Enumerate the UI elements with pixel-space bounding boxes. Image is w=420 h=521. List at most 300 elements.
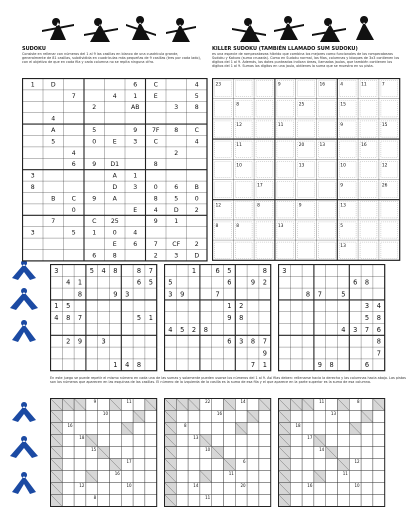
- sudoku-b-cell-value: 2: [239, 302, 244, 311]
- hex-sudoku-cell-value: 1: [133, 172, 138, 180]
- sudoku-b-cell-value: 2: [262, 278, 267, 287]
- kakuro-b-clue: 8: [184, 423, 187, 428]
- hex-sudoku-cell-value: 2: [194, 206, 199, 214]
- kakuro-a-cell: [98, 435, 110, 447]
- hex-sudoku-cell-value: 2: [174, 149, 179, 157]
- kakuro-c-cell: [302, 459, 314, 471]
- kakuro-b-cell: [176, 447, 188, 459]
- kakuro-b-cell: [235, 435, 247, 447]
- killer-sudoku-grid: [212, 78, 402, 262]
- kakuro-c-cell: [338, 411, 350, 423]
- sudoku-a-cell-value: 8: [77, 290, 83, 299]
- kakuro-a-cell: [133, 447, 145, 459]
- sudoku-a-cell-value: 9: [77, 337, 83, 346]
- kakuro-b-cell: [235, 411, 247, 423]
- hex-sudoku-cell-value: E: [133, 206, 138, 214]
- kakuro-a-cell: [145, 459, 157, 471]
- killer-cage-clue: 16: [319, 82, 326, 88]
- kakuro-b-cell: [176, 471, 188, 483]
- kakuro-a-cell: [110, 447, 122, 459]
- kakuro-a-cell: [121, 411, 133, 423]
- kakuro-b-cell: [212, 459, 224, 471]
- killer-sudoku-border: [213, 79, 400, 261]
- kakuro-b-cell: [224, 447, 236, 459]
- kakuro-b-cell: [247, 483, 259, 495]
- kakuro-a-cell: [98, 471, 110, 483]
- kakuro-a-cell: [62, 447, 74, 459]
- kakuro-c-clue: 14: [319, 447, 325, 452]
- killer-cage-clue: 15: [381, 122, 388, 128]
- hex-sudoku-cell-value: 0: [112, 229, 117, 237]
- hex-sudoku-cell-value: B: [51, 195, 56, 203]
- hex-sudoku-cell-value: 6: [133, 81, 138, 89]
- kakuro-a-clue: 9: [93, 399, 97, 404]
- kakuro-c-cell: [290, 471, 302, 483]
- sudoku-b-cell-value: 8: [262, 266, 267, 275]
- kakuro-b-cell: [259, 495, 271, 507]
- kakuro-b-cell: [188, 459, 200, 471]
- kakuro-c-cell: [338, 435, 350, 447]
- kakuro-c-cell: [326, 435, 338, 447]
- killer-cage-clue: 11: [361, 82, 367, 88]
- hex-sudoku-cell-value: D: [112, 184, 118, 192]
- kakuro-c-cell: [373, 483, 385, 495]
- kakuro-a-cell: [133, 459, 145, 471]
- kakuro-b-cell: [188, 423, 200, 435]
- kakuro-b-cell: [176, 435, 188, 447]
- kakuro-b-clue: 11: [205, 495, 211, 500]
- killer-cage-clue: 13: [319, 143, 326, 149]
- kakuro-b-cell: [200, 459, 212, 471]
- kakuro-b-cell: [212, 435, 224, 447]
- killer-cage-clue: 16: [361, 143, 367, 149]
- hex-sudoku-cell-value: C: [92, 218, 97, 226]
- killer-cage-clue: 13: [298, 163, 305, 169]
- blue-ninja-column-top: [4, 258, 44, 348]
- hex-sudoku-cell-value: 1: [174, 218, 179, 226]
- sudoku-b-cell-value: 5: [168, 278, 173, 287]
- kakuro-a-cell: [62, 435, 74, 447]
- kakuro-b-cell: [200, 423, 212, 435]
- killer-cage-clue: 10: [236, 163, 242, 169]
- kakuro-c-cell: [361, 495, 373, 507]
- hex-sudoku-cell-value: 0: [71, 206, 76, 214]
- kakuro-a-cell: [121, 495, 133, 507]
- hex-sudoku-cell-value: 4: [112, 92, 117, 100]
- killer-cage-clue: 25: [298, 102, 305, 108]
- hex-sudoku-cell-value: 2: [153, 252, 158, 260]
- hex-sudoku-cell-value: E: [112, 241, 117, 249]
- sudoku-a-cell-value: 1: [54, 302, 59, 311]
- kakuro-c-cell: [361, 447, 373, 459]
- hex-sudoku-cell-value: C: [153, 138, 158, 146]
- kakuro-a-cell: [121, 447, 133, 459]
- hex-sudoku-cell-value: 9: [153, 218, 158, 226]
- kakuro-a-cell: [145, 435, 157, 447]
- kakuro-b-cell: [200, 483, 212, 495]
- hex-sudoku-cell-value: C: [194, 127, 199, 135]
- hex-sudoku-cell-value: D: [194, 252, 200, 260]
- kakuro-b-cell: [259, 411, 271, 423]
- kakuro-a-cell: [86, 459, 98, 471]
- kakuro-c-cell: [326, 483, 338, 495]
- kakuro-b-cell: [247, 495, 259, 507]
- kakuro-c-cell: [361, 423, 373, 435]
- kakuro-a-cell: [145, 483, 157, 495]
- kakuro-a-cell: [74, 471, 86, 483]
- killer-cage-clue: 11: [277, 122, 284, 128]
- sudoku-b-cell-value: 9: [227, 313, 232, 322]
- sudoku-b-cell-value: 6: [227, 278, 232, 287]
- hex-sudoku-cell-value: 6: [92, 252, 97, 260]
- hex-sudoku-cell-value: 5: [51, 138, 56, 146]
- sudoku-a-cell-value: 7: [148, 266, 153, 275]
- kakuro-b-cell: [247, 459, 259, 471]
- sudoku-a-cell-value: 3: [125, 290, 130, 299]
- sudoku-a-cell-value: 4: [125, 361, 130, 370]
- kakuro-b-cell: [224, 483, 236, 495]
- kakuro-b-cell: [188, 411, 200, 423]
- kakuro-c-clue: 11: [319, 399, 325, 404]
- kakuro-c-cell: [373, 447, 385, 459]
- kakuro-a-cell: [98, 459, 110, 471]
- kakuro-c-cell: [361, 483, 373, 495]
- hex-sudoku-cell-value: A: [112, 172, 117, 180]
- sudoku-c-cell-value: 8: [376, 313, 381, 322]
- kakuro-a-cell: [98, 495, 110, 507]
- kakuro-c-cell: [373, 495, 385, 507]
- hex-sudoku-cell-value: 9: [92, 195, 97, 203]
- sudoku-b-cell-value: 7: [215, 290, 220, 299]
- killer-cage-clue: 13: [340, 203, 346, 209]
- hex-sudoku-cell-value: E: [153, 92, 158, 100]
- kakuro-a-clue: 10: [126, 483, 132, 488]
- kakuro-a-cell: [74, 459, 86, 471]
- kakuro-a-cell: [133, 435, 145, 447]
- kakuro-a-clue: 16: [67, 423, 73, 428]
- kakuro-b-cell: [188, 471, 200, 483]
- hex-sudoku-cell-value: 3: [30, 229, 35, 237]
- kakuro-a-cell: [86, 483, 98, 495]
- hex-sudoku-cell-value: 9: [133, 127, 138, 135]
- hex-sudoku-cell-value: D1: [110, 161, 120, 169]
- kakuro-a-cell: [145, 495, 157, 507]
- kakuro-b-cell: [188, 495, 200, 507]
- kakuro-c-cell: [326, 471, 338, 483]
- kakuro-a-cell: [74, 495, 86, 507]
- kakuro-c-cell: [349, 411, 361, 423]
- sudoku-c-cell-value: 8: [305, 290, 311, 299]
- kakuro-a-clue: 15: [91, 447, 97, 452]
- kakuro-c-cell: [373, 459, 385, 471]
- sudoku-a-cell-value: 1: [77, 278, 83, 287]
- hex-sudoku-cell-value: 7: [51, 218, 56, 226]
- hex-sudoku-cell-value: 2: [92, 104, 97, 112]
- kakuro-b-cell: [259, 483, 271, 495]
- kakuro-a-cell: [133, 483, 145, 495]
- sudoku-a-cell-value: 9: [113, 290, 118, 299]
- kakuro-b-cell: [247, 435, 259, 447]
- kakuro-a-clue: 16: [114, 471, 120, 476]
- kakuro-c-cell: [361, 435, 373, 447]
- kakuro-b-cell: [247, 447, 259, 459]
- kakuro-c-cell: [314, 483, 326, 495]
- hex-sudoku-cell-value: 1: [30, 81, 35, 89]
- kakuro-grid-a: [50, 398, 158, 508]
- kakuro-c-cell: [338, 483, 350, 495]
- killer-cage-clue: 10: [340, 163, 346, 169]
- kakuro-a-cell: [145, 447, 157, 459]
- kakuro-c-cell: [338, 447, 350, 459]
- hex-sudoku-cell-value: 7F: [152, 127, 160, 135]
- kakuro-c-cell: [361, 471, 373, 483]
- sudoku-b-cell-value: 5: [180, 325, 185, 334]
- hex-sudoku-cell-value: 3: [174, 104, 179, 112]
- killer-cage-clue: 8: [215, 223, 219, 229]
- kakuro-c-cell: [302, 447, 314, 459]
- hex-sudoku-cell-value: 7: [71, 92, 76, 100]
- sudoku-a-cell-value: 8: [136, 361, 142, 370]
- kakuro-c-clue: 10: [354, 483, 360, 488]
- kakuro-b-cell: [224, 495, 236, 507]
- kakuro-c-cell: [290, 447, 302, 459]
- hex-sudoku-cell-value: 8: [153, 195, 158, 203]
- sudoku-c-cell-value: 6: [376, 325, 381, 334]
- killer-title: KILLER SUDOKU (TAMBIÉN LLAMADO SUM SUDOKU): [212, 46, 358, 52]
- killer-cage-clue: 12: [236, 122, 242, 128]
- kakuro-a-cell: [74, 423, 86, 435]
- sudoku-c-cell-value: 4: [341, 325, 346, 334]
- sudoku-a-cell-value: 1: [113, 361, 118, 370]
- hex-sudoku-cell-value: 8: [112, 252, 117, 260]
- kakuro-b-cell: [200, 411, 212, 423]
- hex-sudoku-cell-value: 1: [133, 92, 138, 100]
- sudoku-a-cell-value: 5: [148, 278, 153, 287]
- killer-cage-clue: 17: [257, 183, 263, 189]
- sudoku-c-cell-value: 5: [364, 313, 370, 322]
- sudoku-c-cell-value: 3: [282, 266, 287, 275]
- sudoku-a-cell-value: 5: [136, 313, 142, 322]
- kakuro-a-cell: [121, 471, 133, 483]
- hex-sudoku-cell-value: AB: [131, 104, 140, 112]
- killer-cage-clue: 20: [298, 143, 305, 149]
- hex-sudoku-cell-value: 8: [194, 104, 199, 112]
- killer-cage-clue: 8: [236, 102, 240, 108]
- hex-sudoku-cell-value: 9: [92, 161, 97, 169]
- hex-sudoku-cell-value: 8: [153, 161, 158, 169]
- kakuro-a-cell: [133, 495, 145, 507]
- kakuro-b-cell: [188, 447, 200, 459]
- sudoku-a-cell-value: 7: [77, 313, 83, 322]
- kakuro-c-cell: [361, 459, 373, 471]
- killer-cage-clue: 9: [298, 203, 302, 209]
- killer-cage-clue: 11: [236, 143, 242, 149]
- kakuro-description: En este juego se puede repetir el mismo número en cada una de las sumas y solamente pueden usarse los números del 1 al 9. Así filas deben: rellenarse hacia la derecha y las columnas hacia abajo. Las pistas son los números que aparecen en las esquinas de las casillas. El número de la izquierda de la casilla es la suma de esa fila y el que aparece en la parte superior es la suma de esa columna.: [50, 376, 406, 385]
- kakuro-c-cell: [302, 423, 314, 435]
- kakuro-c-cell: [338, 423, 350, 435]
- killer-description: es una especie de rompecabezas híbrido que combina los mejores como funcionales de los rompecabezas Sudoku y Kakuro (suma cruzada). Como en Sudoku normal, las filas, columnas y bloques de 3x3 contienen los dígitos del 1 al 9. Además, los dotes punteados indican áreas, llamadas jaulas, que también contienen los dígitos del 1 al 9. Sumas los dígitos en una jaula, obtienes la suma que se muestra en su pista.: [212, 52, 400, 69]
- kakuro-grid-c: [278, 398, 386, 508]
- sudoku-b-cell-value: 5: [227, 266, 232, 275]
- kakuro-c-cell: [302, 411, 314, 423]
- kakuro-b-clue: 13: [193, 435, 199, 440]
- hex-sudoku-cell-value: 3: [133, 184, 138, 192]
- kakuro-b-clue: 22: [205, 399, 211, 404]
- kakuro-b-cell: [212, 423, 224, 435]
- sudoku-c-cell-value: 7: [376, 349, 381, 358]
- kakuro-a-clue: 11: [126, 399, 132, 404]
- kakuro-a-clue: 12: [79, 483, 85, 488]
- sudoku-a-cell-value: 3: [101, 337, 106, 346]
- kakuro-c-cell: [373, 471, 385, 483]
- kakuro-c-cell: [361, 399, 373, 411]
- kakuro-a-cell: [62, 483, 74, 495]
- sudoku-c-cell-value: 6: [353, 278, 358, 287]
- kakuro-c-clue: 8: [357, 399, 360, 404]
- hex-sudoku-cell-value: 6: [71, 161, 76, 169]
- kakuro-c-clue: 11: [342, 471, 348, 476]
- kakuro-b-cell: [224, 411, 236, 423]
- sudoku-b-cell-value: 1: [191, 266, 197, 275]
- kakuro-a-cell: [145, 471, 157, 483]
- kakuro-c-cell: [373, 411, 385, 423]
- kakuro-a-cell: [110, 435, 122, 447]
- killer-cage-clue: 9: [277, 82, 281, 88]
- kakuro-a-cell: [62, 495, 74, 507]
- kakuro-c-cell: [338, 495, 350, 507]
- kakuro-b-cell: [212, 483, 224, 495]
- kakuro-grid-b: [164, 398, 272, 508]
- sudoku-b-cell-value: 1: [262, 361, 267, 370]
- kakuro-a-cell: [74, 447, 86, 459]
- kakuro-b-cell: [176, 495, 188, 507]
- sudoku-c-cell-value: 3: [353, 325, 358, 334]
- kakuro-c-cell: [349, 447, 361, 459]
- kakuro-b-cell: [247, 399, 259, 411]
- kakuro-a-cell: [133, 471, 145, 483]
- sudoku-a-cell-value: 8: [113, 266, 118, 275]
- sudoku-a-cell-value: 8: [66, 313, 71, 322]
- hex-sudoku-cell-value: 6: [174, 184, 179, 192]
- kakuro-b-clue: 14: [240, 399, 246, 404]
- kakuro-c-cell: [290, 411, 302, 423]
- kakuro-c-cell: [326, 423, 338, 435]
- kakuro-b-cell: [224, 435, 236, 447]
- hex-sudoku-cell-value: 3: [174, 252, 179, 260]
- hex-sudoku-cell-value: D: [173, 206, 179, 214]
- hex-sudoku-cell-value: 25: [110, 218, 119, 226]
- sudoku-b-cell-value: 9: [250, 278, 256, 287]
- hex-sudoku-cell-value: 0: [194, 195, 199, 203]
- sudoku-a-cell-value: 4: [54, 313, 59, 322]
- killer-cage-clue: 13: [277, 223, 284, 229]
- kakuro-c-cell: [290, 459, 302, 471]
- kakuro-a-cell: [133, 423, 145, 435]
- kakuro-c-cell: [349, 435, 361, 447]
- kakuro-b-clue: 20: [240, 483, 246, 488]
- killer-cage-clue: 13: [340, 244, 346, 250]
- kakuro-b-cell: [235, 495, 247, 507]
- sudoku-a-cell-value: 5: [66, 302, 71, 311]
- kakuro-a-cell: [110, 423, 122, 435]
- kakuro-b-clue: 14: [193, 483, 199, 488]
- killer-cage-clue: 7: [381, 82, 385, 88]
- kakuro-c-clue: 13: [330, 411, 336, 416]
- hex-sudoku-cell-value: CF: [172, 241, 181, 249]
- hex-sudoku-cell-value: 7: [153, 241, 158, 249]
- kakuro-c-cell: [314, 495, 326, 507]
- sudoku-grid-b: [164, 264, 272, 372]
- sudoku-a-cell-value: 4: [66, 278, 71, 287]
- hex-sudoku-cell-value: 8: [174, 127, 179, 135]
- kakuro-b-cell: [259, 459, 271, 471]
- kakuro-a-cell: [145, 423, 157, 435]
- kakuro-a-cell: [62, 459, 74, 471]
- kakuro-c-cell: [349, 495, 361, 507]
- kakuro-b-cell: [212, 495, 224, 507]
- kakuro-b-cell: [247, 471, 259, 483]
- kakuro-c-clue: 17: [307, 435, 313, 440]
- kakuro-c-cell: [290, 483, 302, 495]
- sudoku-b-cell-value: 2: [191, 325, 197, 334]
- sudoku-b-cell-value: 6: [227, 337, 232, 346]
- kakuro-a-clue: 18: [79, 435, 85, 440]
- sudoku-c-cell-value: 7: [364, 325, 370, 334]
- sudoku-c-cell-value: 6: [364, 361, 370, 370]
- kakuro-c-cell: [314, 411, 326, 423]
- sudoku-b-cell-value: 4: [168, 325, 173, 334]
- kakuro-a-cell: [110, 411, 122, 423]
- killer-cage-clue: 4: [340, 82, 344, 88]
- hex-sudoku-cell-value: A: [112, 195, 117, 203]
- kakuro-a-cell: [62, 411, 74, 423]
- kakuro-b-cell: [259, 435, 271, 447]
- sudoku-c-cell-value: 9: [317, 361, 322, 370]
- hex-sudoku-cell-value: C: [71, 195, 76, 203]
- kakuro-c-cell: [290, 435, 302, 447]
- hex-sudoku-cell-value: 1: [92, 229, 97, 237]
- killer-cage-clue: 9: [340, 122, 344, 128]
- sudoku-b-cell-value: 9: [180, 290, 185, 299]
- hex-sudoku-cell-value: E: [112, 138, 117, 146]
- hex-sudoku-cell-value: 4: [133, 229, 138, 237]
- kakuro-a-cell: [98, 423, 110, 435]
- hex-sudoku-cell-value: C: [153, 81, 158, 89]
- kakuro-a-cell: [98, 483, 110, 495]
- kakuro-a-clue: 17: [126, 459, 132, 464]
- sudoku-a-cell-value: 1: [148, 313, 153, 322]
- kakuro-b-cell: [259, 423, 271, 435]
- ninja-banner: [40, 10, 380, 50]
- hex-sudoku-cell-value: 5: [174, 195, 179, 203]
- kakuro-c-cell: [349, 471, 361, 483]
- killer-cage-clue: 26: [381, 183, 388, 189]
- kakuro-a-cell: [74, 411, 86, 423]
- hex-sudoku-cell-value: 3: [133, 138, 138, 146]
- hex-sudoku-cell-value: 8: [30, 184, 35, 192]
- kakuro-a-cell: [62, 471, 74, 483]
- killer-cage-clue: 8: [257, 203, 260, 209]
- hex-sudoku-cell-value: B: [194, 184, 199, 192]
- kakuro-b-cell: [235, 447, 247, 459]
- killer-cage-clue: 9: [340, 183, 344, 189]
- sudoku-c-cell-value: 8: [376, 337, 381, 346]
- kakuro-b-clue: 10: [205, 447, 211, 452]
- sudoku-b-cell-value: 7: [250, 361, 256, 370]
- hex-sudoku-cell-value: 5: [71, 229, 76, 237]
- hex-sudoku-cell-value: 0: [92, 138, 97, 146]
- kakuro-c-cell: [290, 495, 302, 507]
